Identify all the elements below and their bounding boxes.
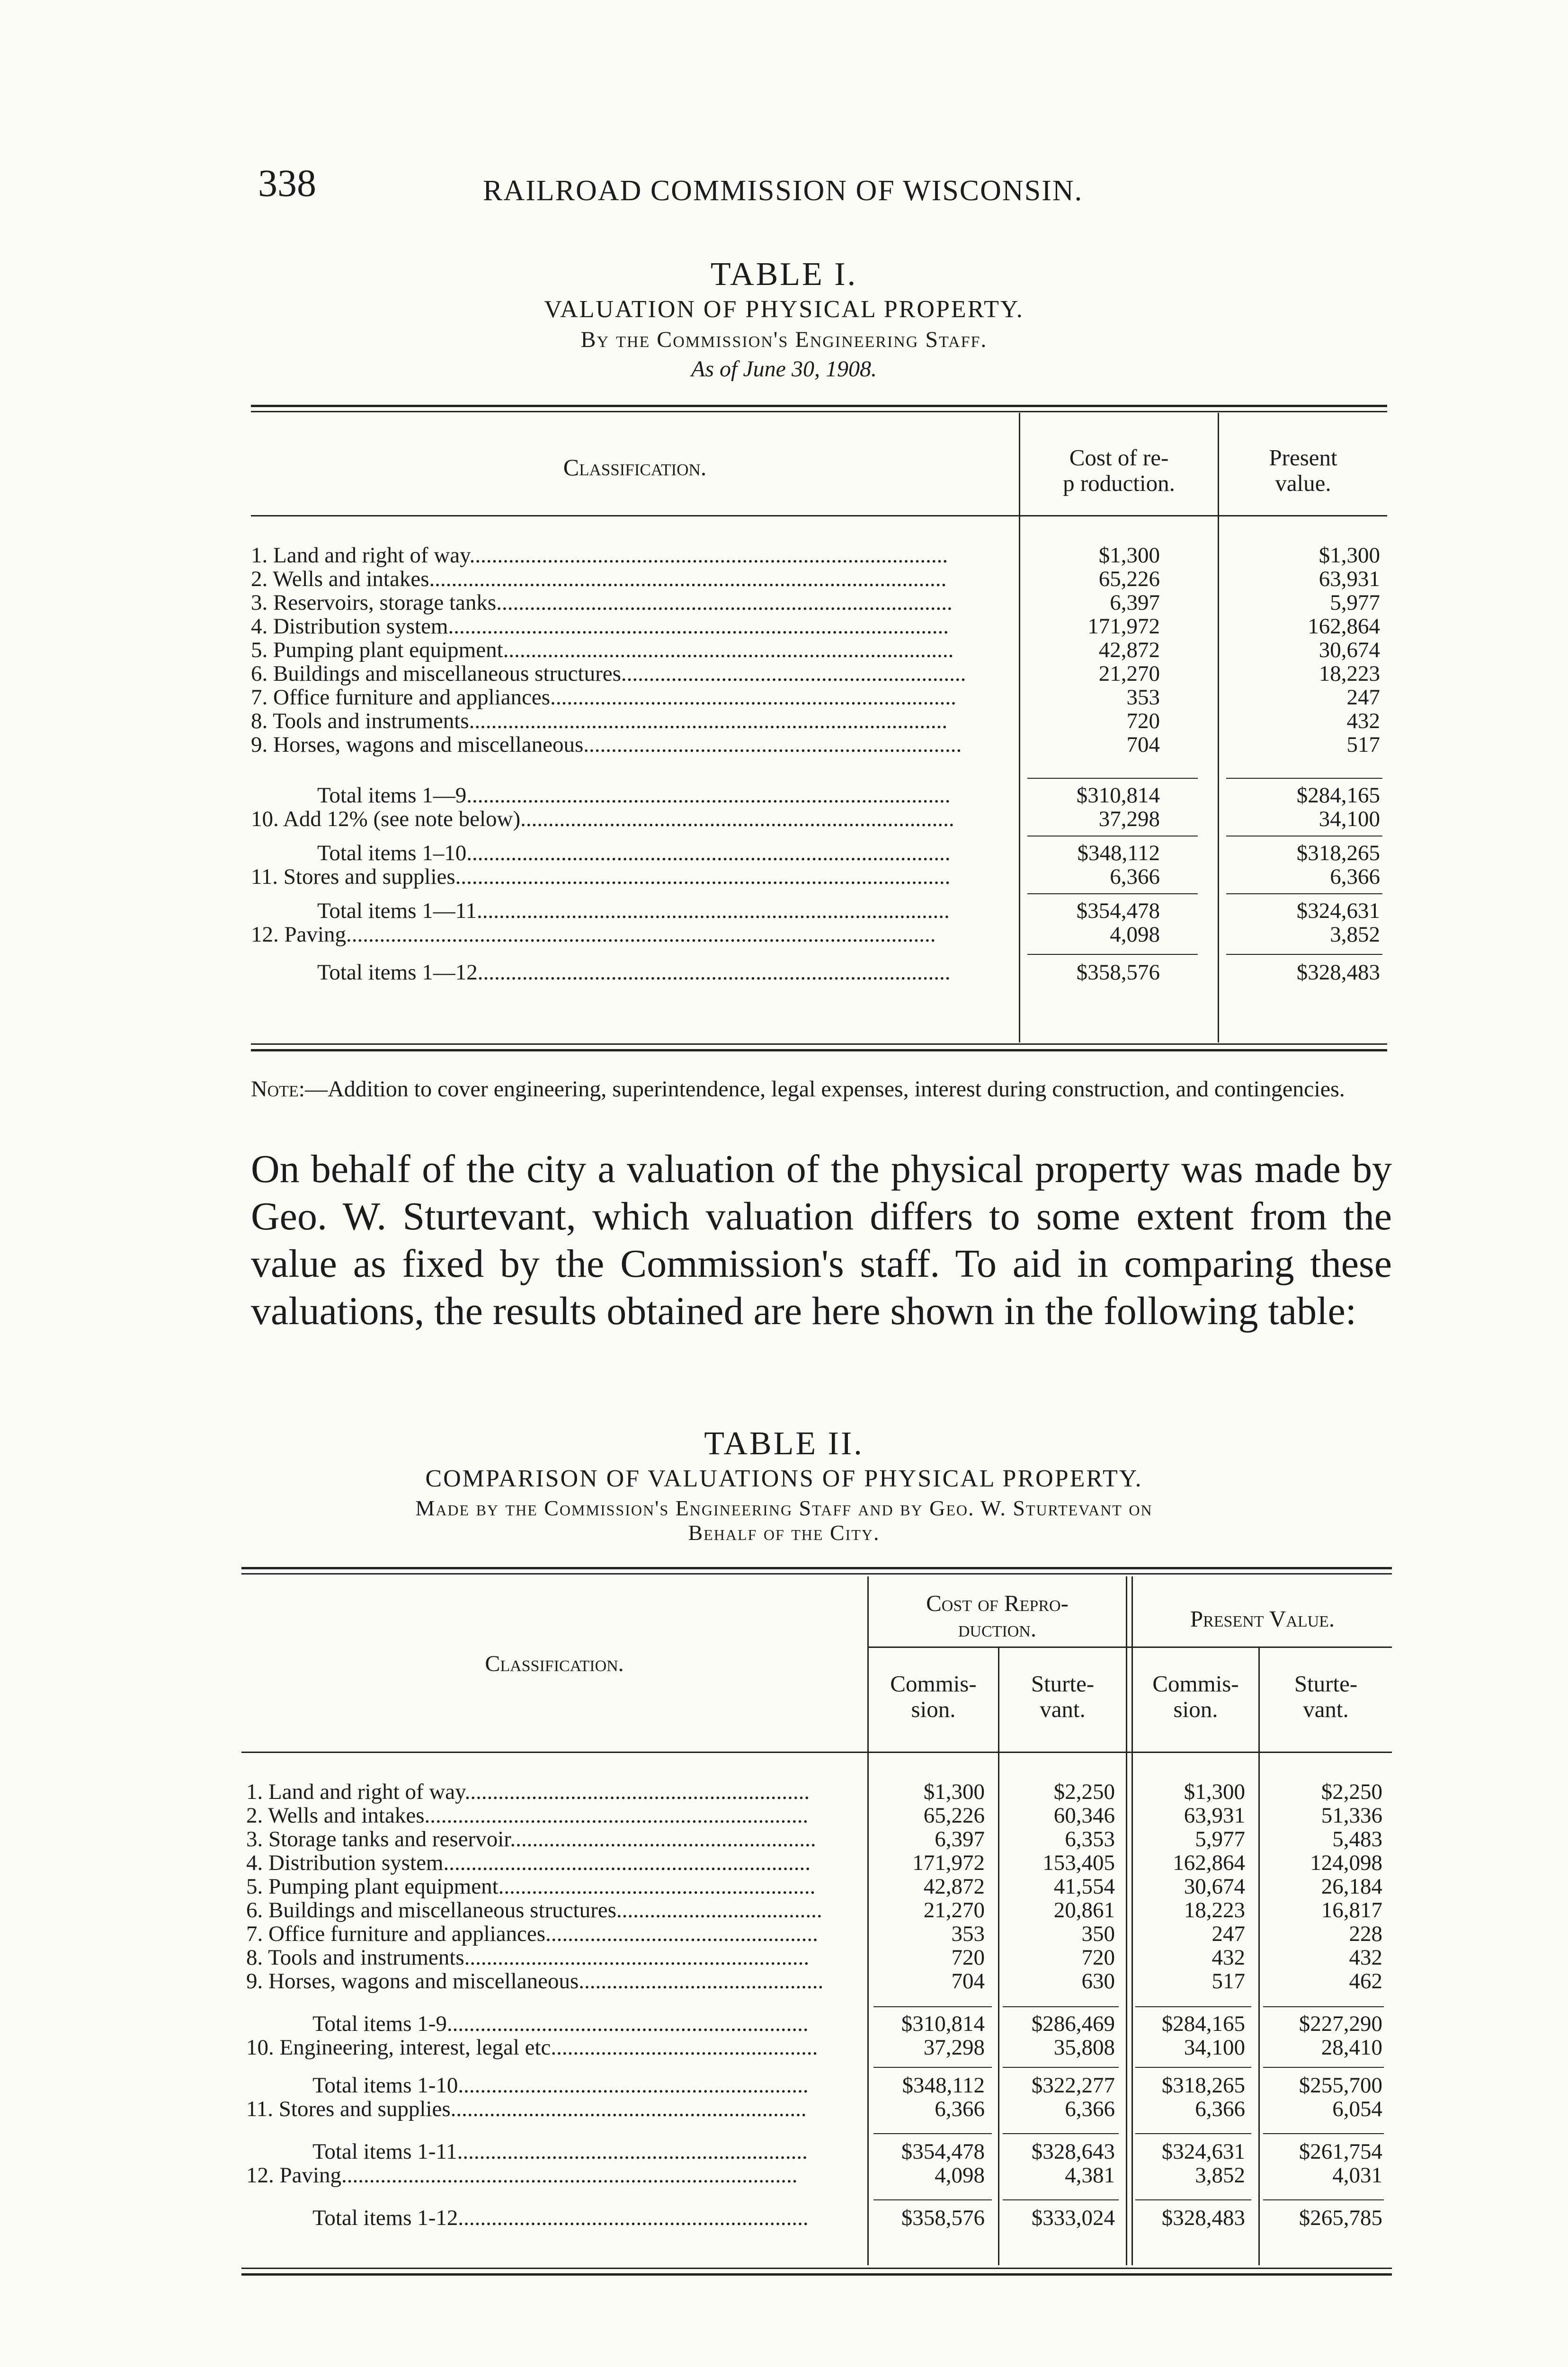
present-commission-cell: 517 — [1212, 1969, 1245, 1993]
present-cell: $328,483 — [1296, 960, 1380, 985]
table2-byline-line2: Behalf of the City. — [688, 1521, 880, 1545]
cost-sturtevant-cell: $286,469 — [1031, 2011, 1115, 2036]
total-row-label: Total items 1–10....................................................................................... — [317, 841, 951, 865]
subtotal-rule — [1263, 2067, 1384, 2068]
table1-header-present — [1219, 445, 1387, 496]
total-row-label: Total items 1—12..................................................................................... — [317, 960, 951, 985]
cost-sturtevant-cell: 350 — [1081, 1922, 1115, 1946]
cost-sturtevant-cell: $2,250 — [1053, 1780, 1115, 1804]
table1-byline: By the Commission's Engineering Staff. — [580, 327, 988, 352]
cost-commission-cell: 4,098 — [935, 2163, 985, 2188]
cost-cell: 37,298 — [1098, 807, 1160, 831]
table-row-label: 3. Reservoirs, storage tanks.................................................................................. — [251, 590, 953, 615]
present-sturtevant-cell: 16,817 — [1321, 1898, 1382, 1922]
present-sturtevant-cell: 432 — [1349, 1945, 1382, 1970]
cost-sturtevant-cell: $328,643 — [1031, 2139, 1115, 2164]
table-row-label: 10. Add 12% (see note below).............................................................................. — [251, 807, 954, 831]
table1-header-classification: Classification. — [563, 454, 707, 481]
total-row-label: Total items 1-9................................................................. — [312, 2011, 809, 2036]
table-row-label: 7. Office furniture and appliances................................................. — [246, 1922, 818, 1946]
cost-cell: $1,300 — [1098, 543, 1160, 568]
cost-commission-cell: 6,397 — [935, 1827, 985, 1851]
present-cell: 5,977 — [1330, 590, 1380, 615]
table2-subheader-present-sturtevant — [1260, 1671, 1392, 1722]
present-cell: $324,631 — [1296, 899, 1380, 923]
subtotal-rule — [1027, 893, 1198, 894]
present-commission-cell: 5,977 — [1195, 1827, 1245, 1851]
present-sturtevant-cell: 28,410 — [1321, 2035, 1382, 2060]
present-sturtevant-cell: 462 — [1349, 1969, 1382, 1993]
present-commission-cell: $324,631 — [1161, 2139, 1245, 2164]
present-commission-cell: $328,483 — [1161, 2206, 1245, 2230]
cost-commission-cell: 171,972 — [912, 1851, 985, 1875]
present-cell: 6,366 — [1330, 864, 1380, 889]
present-cell: 30,674 — [1319, 638, 1380, 662]
cost-cell: 4,098 — [1110, 922, 1160, 947]
table1-bottom-rule — [251, 1043, 1387, 1045]
present-cell: 247 — [1346, 685, 1380, 710]
present-sturtevant-cell: 6,054 — [1332, 2097, 1382, 2121]
present-cell: $284,165 — [1296, 783, 1380, 808]
cost-sturtevant-cell: 60,346 — [1053, 1803, 1115, 1828]
present-commission-cell: 6,366 — [1195, 2097, 1245, 2121]
table2-col-divider-3a — [1126, 1576, 1127, 2265]
table1-bottom-rule-outer — [251, 1049, 1387, 1051]
table2-subheader-rule — [869, 1646, 1392, 1648]
present-sturtevant-cell: 124,098 — [1310, 1851, 1382, 1875]
cost-sturtevant-cell: 6,366 — [1065, 2097, 1115, 2121]
total-row-label: Total items 1-10............................................................... — [312, 2073, 809, 2098]
table-row-label: 6. Buildings and miscellaneous structures..................................... — [246, 1898, 822, 1922]
subtotal-rule — [1226, 778, 1382, 779]
running-title: RAILROAD COMMISSION OF WISCONSIN. — [483, 175, 1083, 207]
present-cell: $318,265 — [1296, 841, 1380, 865]
table2-subheader-cost-commission — [869, 1671, 998, 1722]
table1-note — [251, 1077, 1392, 1101]
table2-subheader-line1: Sturte- — [1031, 1671, 1095, 1697]
present-sturtevant-cell: 5,483 — [1332, 1827, 1382, 1851]
table-row-label: 9. Horses, wagons and miscellaneous.................................................................... — [251, 732, 962, 757]
subtotal-rule — [1226, 893, 1382, 894]
cost-cell: 353 — [1126, 685, 1160, 710]
table1-top-rule — [251, 405, 1387, 407]
cost-sturtevant-cell: 720 — [1081, 1945, 1115, 1970]
cost-cell: 171,972 — [1087, 614, 1160, 639]
table2-byline-line1: Made by the Commission's Engineering Staff and by Geo. W. Sturtevant on — [415, 1496, 1153, 1520]
cost-commission-cell: 6,366 — [935, 2097, 985, 2121]
present-sturtevant-cell: $227,290 — [1299, 2011, 1382, 2036]
present-commission-cell: 34,100 — [1184, 2035, 1245, 2060]
present-cell: 432 — [1346, 709, 1380, 733]
table2-col-divider-2 — [998, 1647, 999, 2265]
cost-commission-cell: 42,872 — [923, 1874, 985, 1899]
cost-cell: 6,397 — [1110, 590, 1160, 615]
cost-cell: 21,270 — [1098, 661, 1160, 686]
table-row-label: 1. Land and right of way.............................................................. — [246, 1780, 810, 1804]
subtotal-rule — [1135, 2199, 1251, 2200]
table1-title: TABLE I. — [710, 256, 858, 293]
cost-commission-cell: 720 — [951, 1945, 985, 1970]
present-cell: 517 — [1346, 732, 1380, 757]
table2-subheader-present-commission — [1133, 1671, 1258, 1722]
subtotal-rule — [873, 2006, 992, 2007]
cost-sturtevant-cell: 630 — [1081, 1969, 1115, 1993]
subtotal-rule — [1263, 2006, 1384, 2007]
note-text: —Addition to cover engineering, superintendence, legal expenses, interest during construction, and contingencies. — [305, 1077, 1345, 1102]
table2-header-rule — [241, 1752, 1392, 1753]
table2-subheader-line2: sion. — [1173, 1696, 1218, 1722]
cost-commission-cell: $348,112 — [902, 2073, 985, 2098]
table2-col-divider-4 — [1258, 1647, 1260, 2265]
table-row-label: 5. Pumping plant equipment................................................................................. — [251, 638, 954, 662]
present-commission-cell: 63,931 — [1184, 1803, 1245, 1828]
table1-subtitle: VALUATION OF PHYSICAL PROPERTY. — [544, 296, 1024, 323]
present-sturtevant-cell: 26,184 — [1321, 1874, 1382, 1899]
table-row-label: 8. Tools and instruments.............................................................. — [246, 1945, 810, 1970]
subtotal-rule — [1263, 2199, 1384, 2200]
cost-cell: 704 — [1126, 732, 1160, 757]
subtotal-rule — [1003, 2006, 1119, 2007]
present-cell: $1,300 — [1319, 543, 1380, 568]
present-commission-cell: $284,165 — [1161, 2011, 1245, 2036]
page-number: 338 — [258, 161, 316, 205]
cost-commission-cell: 353 — [951, 1922, 985, 1946]
present-sturtevant-cell: $2,250 — [1321, 1780, 1382, 1804]
cost-commission-cell: $354,478 — [901, 2139, 985, 2164]
present-commission-cell: 432 — [1212, 1945, 1245, 1970]
subtotal-rule — [1027, 954, 1198, 955]
table2-header-cost-line2: duction. — [958, 1616, 1037, 1642]
table1-date: As of June 30, 1908. — [691, 356, 877, 382]
present-sturtevant-cell: $265,785 — [1299, 2206, 1382, 2230]
table2-subheader-line1: Commis- — [890, 1671, 977, 1697]
table1-header-rule — [251, 515, 1387, 516]
cost-sturtevant-cell: 4,381 — [1065, 2163, 1115, 2188]
present-cell: 63,931 — [1319, 567, 1380, 591]
present-sturtevant-cell: $255,700 — [1299, 2073, 1382, 2098]
total-row-label: Total items 1—9....................................................................................... — [317, 783, 951, 808]
present-sturtevant-cell: $261,754 — [1299, 2139, 1382, 2164]
subtotal-rule — [1263, 2133, 1384, 2134]
table1-header-present-line2: value. — [1275, 470, 1331, 496]
subtotal-rule — [873, 2067, 992, 2068]
table-row-label: 2. Wells and intakes..................................................................... — [246, 1803, 809, 1828]
cost-cell: 65,226 — [1098, 567, 1160, 591]
cost-commission-cell: 65,226 — [923, 1803, 985, 1828]
table1-header-cost-line1: Cost of re- — [1069, 445, 1169, 471]
table1-header-cost — [1020, 445, 1218, 496]
present-cell: 34,100 — [1319, 807, 1380, 831]
subtotal-rule — [1027, 778, 1198, 779]
present-sturtevant-cell: 4,031 — [1332, 2163, 1382, 2188]
table2-header-cost-line1: Cost of Repro- — [926, 1590, 1069, 1616]
present-commission-cell: $318,265 — [1161, 2073, 1245, 2098]
table2-subtitle: COMPARISON OF VALUATIONS OF PHYSICAL PROPERTY. — [425, 1465, 1143, 1492]
body-paragraph: On behalf of the city a valuation of the physical property was made by Geo. W. Sturtevant, which valuation differs to some extent from the value as fixed by the Commission's staff. To aid in comparing these valuations, the results obtained are here shown in the following table: — [251, 1147, 1392, 1333]
table-row-label: 12. Paving.......................................................................................................... — [251, 922, 936, 947]
table2-header-present: Present Value. — [1190, 1606, 1335, 1632]
present-sturtevant-cell: 228 — [1349, 1922, 1382, 1946]
table-row-label: 4. Distribution system.................................................................. — [246, 1851, 811, 1875]
total-row-label: Total items 1-11............................................................... — [312, 2139, 808, 2164]
table-row-label: 9. Horses, wagons and miscellaneous............................................ — [246, 1969, 824, 1993]
cost-sturtevant-cell: 6,353 — [1065, 1827, 1115, 1851]
table1-header-cost-line2: p roduction. — [1063, 470, 1175, 496]
table-row-label: 12. Paving.................................................................................. — [246, 2163, 798, 2188]
subtotal-rule — [1135, 2133, 1251, 2134]
table2-subheader-line2: sion. — [911, 1696, 956, 1722]
table-row-label: 8. Tools and instruments...................................................................................... — [251, 709, 948, 733]
table-row-label: 10. Engineering, interest, legal etc................................................ — [246, 2035, 818, 2060]
table2-bottom-rule-outer — [241, 2273, 1392, 2276]
table2-top-rule-inner — [241, 1573, 1392, 1575]
table2-subheader-line1: Sturte- — [1294, 1671, 1358, 1697]
cost-sturtevant-cell: 41,554 — [1053, 1874, 1115, 1899]
note-label: Note: — [251, 1077, 305, 1102]
total-row-label: Total items 1—11..................................................................................... — [317, 899, 950, 923]
present-commission-cell: 18,223 — [1184, 1898, 1245, 1922]
table-row-label: 11. Stores and supplies................................................................ — [246, 2097, 807, 2121]
cost-sturtevant-cell: 153,405 — [1042, 1851, 1115, 1875]
present-sturtevant-cell: 51,336 — [1321, 1803, 1382, 1828]
table-row-label: 2. Wells and intakes............................................................................................. — [251, 567, 947, 591]
table-row-label: 3. Storage tanks and reservoir....................................................... — [246, 1827, 816, 1851]
table2-subheader-line2: vant. — [1303, 1696, 1349, 1722]
table2-bottom-rule — [241, 2268, 1392, 2269]
cost-sturtevant-cell: $322,277 — [1031, 2073, 1115, 2098]
table-row-label: 11. Stores and supplies......................................................................................... — [251, 864, 951, 889]
cost-commission-cell: $1,300 — [923, 1780, 985, 1804]
table2-byline — [0, 1496, 1568, 1545]
subtotal-rule — [1226, 954, 1382, 955]
cost-commission-cell: 704 — [951, 1969, 985, 1993]
table2-subheader-cost-sturtevant — [999, 1671, 1126, 1722]
table2-subheader-line1: Commis- — [1152, 1671, 1239, 1697]
table2-title: TABLE II. — [704, 1425, 864, 1462]
cost-commission-cell: $310,814 — [901, 2011, 985, 2036]
table1-col-divider-1 — [1019, 413, 1020, 1042]
table2-header-classification: Classification. — [485, 1651, 624, 1676]
table1-header-present-line1: Present — [1269, 445, 1337, 471]
subtotal-rule — [1135, 2067, 1251, 2068]
table2-subheader-line2: vant. — [1040, 1696, 1086, 1722]
subtotal-rule — [1003, 2067, 1119, 2068]
table-row-label: 6. Buildings and miscellaneous structures.............................................................. — [251, 661, 966, 686]
table2-header-cost — [869, 1591, 1126, 1642]
total-row-label: Total items 1-12............................................................... — [312, 2206, 809, 2230]
present-commission-cell: $1,300 — [1184, 1780, 1245, 1804]
present-cell: 162,864 — [1308, 614, 1380, 639]
cost-cell: $310,814 — [1076, 783, 1160, 808]
table-row-label: 1. Land and right of way...................................................................................... — [251, 543, 948, 568]
subtotal-rule — [873, 2133, 992, 2134]
subtotal-rule — [1135, 2006, 1251, 2007]
table-row-label: 4. Distribution system.......................................................................................... — [251, 614, 949, 639]
cost-cell: $358,576 — [1076, 960, 1160, 985]
cost-sturtevant-cell: 20,861 — [1053, 1898, 1115, 1922]
cost-cell: $354,478 — [1076, 899, 1160, 923]
cost-cell: 720 — [1126, 709, 1160, 733]
present-commission-cell: 3,852 — [1195, 2163, 1245, 2188]
present-commission-cell: 30,674 — [1184, 1874, 1245, 1899]
table1-col-divider-2 — [1218, 413, 1219, 1042]
present-commission-cell: 247 — [1212, 1922, 1245, 1946]
cost-commission-cell: 37,298 — [923, 2035, 985, 2060]
cost-commission-cell: $358,576 — [901, 2206, 985, 2230]
present-cell: 18,223 — [1319, 661, 1380, 686]
subtotal-rule — [873, 2199, 992, 2200]
cost-cell: $348,112 — [1077, 841, 1160, 865]
cost-commission-cell: 21,270 — [923, 1898, 985, 1922]
subtotal-rule — [1003, 2199, 1119, 2200]
cost-sturtevant-cell: $333,024 — [1031, 2206, 1115, 2230]
cost-cell: 42,872 — [1098, 638, 1160, 662]
present-cell: 3,852 — [1330, 922, 1380, 947]
present-commission-cell: 162,864 — [1173, 1851, 1245, 1875]
table2-top-rule — [241, 1567, 1392, 1569]
table1-top-rule-inner — [251, 411, 1387, 412]
cost-cell: 6,366 — [1110, 864, 1160, 889]
table-row-label: 5. Pumping plant equipment......................................................... — [246, 1874, 816, 1899]
table-row-label: 7. Office furniture and appliances......................................................................... — [251, 685, 956, 710]
subtotal-rule — [1003, 2133, 1119, 2134]
cost-sturtevant-cell: 35,808 — [1053, 2035, 1115, 2060]
